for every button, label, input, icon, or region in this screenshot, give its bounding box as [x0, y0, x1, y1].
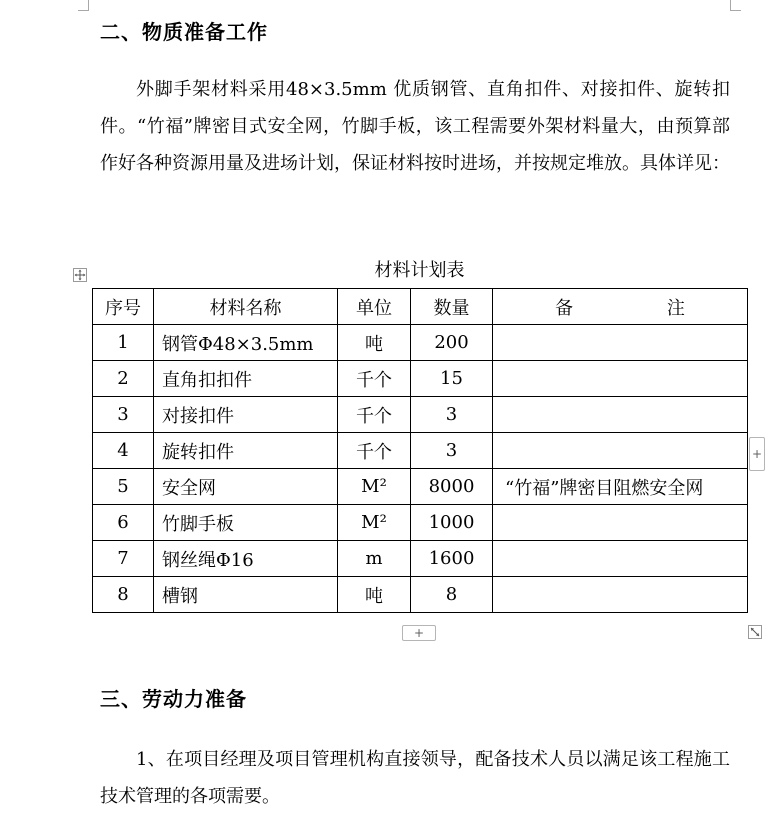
cell-note: [493, 397, 748, 433]
table-row: [93, 577, 748, 613]
table-caption: 材料计划表: [374, 260, 465, 281]
cell-quantity: 3: [411, 433, 493, 469]
page-corner-mark-right: [730, 0, 741, 11]
table-row: [93, 397, 748, 433]
cell-quantity: 3: [411, 397, 493, 433]
cell-index: 2: [93, 361, 154, 397]
table-row: [93, 361, 748, 397]
header-quantity: 数量: [411, 289, 493, 325]
cell-unit: 吨: [338, 577, 411, 613]
table-header-row: [93, 289, 748, 325]
move-cross-icon: [74, 269, 86, 281]
cell-note: “竹福”牌密目阻燃安全网: [493, 469, 748, 505]
cell-material-name: 对接扣件: [154, 397, 338, 433]
table-row: [93, 505, 748, 541]
cell-index: 1: [93, 325, 154, 361]
section-heading-materials: 二、物质准备工作: [100, 20, 268, 44]
diagonal-resize-icon: [749, 626, 761, 638]
table-resize-handle[interactable]: [748, 625, 762, 639]
cell-unit: 千个: [338, 433, 411, 469]
cell-unit: M²: [338, 469, 411, 505]
cell-index: 5: [93, 469, 154, 505]
cell-quantity: 1000: [411, 505, 493, 541]
cell-material-name: 钢丝绳Φ16: [154, 541, 338, 577]
cell-unit: 千个: [338, 397, 411, 433]
cell-quantity: 8000: [411, 469, 493, 505]
cell-material-name: 竹脚手板: [154, 505, 338, 541]
cell-material-name: 槽钢: [154, 577, 338, 613]
cell-note: [493, 433, 748, 469]
cell-note: [493, 505, 748, 541]
add-row-button[interactable]: +: [402, 625, 436, 641]
section-heading-labor: 三、劳动力准备: [100, 687, 247, 711]
table-row: [93, 325, 748, 361]
table-row: [93, 541, 748, 577]
materials-paragraph: 外脚手架材料采用48×3.5mm 优质钢管、直角扣件、对接扣件、旋转扣件。“竹福”牌密目式安全网，竹脚手板，该工程需要外架材料量大，由预算部作好各种资源用量及进场计划，保证材料按时进场，并按规定堆放。具体详见：: [100, 79, 730, 174]
cell-unit: m: [338, 541, 411, 577]
header-note: 备 注: [493, 289, 748, 325]
page-corner-mark-left: [78, 0, 89, 11]
cell-note: [493, 577, 748, 613]
table-move-handle[interactable]: [73, 268, 87, 282]
cell-note: [493, 361, 748, 397]
header-material-name: 材料名称: [154, 289, 338, 325]
cell-unit: 吨: [338, 325, 411, 361]
cell-quantity: 1600: [411, 541, 493, 577]
cell-index: 3: [93, 397, 154, 433]
cell-material-name: 直角扣扣件: [154, 361, 338, 397]
labor-paragraph: 1、在项目经理及项目管理机构直接领导，配备技术人员以满足该工程施工技术管理的各项需要。: [100, 749, 730, 807]
table-row: [93, 433, 748, 469]
table-row: [93, 469, 748, 505]
cell-quantity: 8: [411, 577, 493, 613]
header-index: 序号: [93, 289, 154, 325]
add-column-button[interactable]: +: [749, 437, 765, 471]
cell-index: 6: [93, 505, 154, 541]
cell-unit: 千个: [338, 361, 411, 397]
cell-quantity: 15: [411, 361, 493, 397]
cell-material-name: 旋转扣件: [154, 433, 338, 469]
cell-note: [493, 325, 748, 361]
cell-unit: M²: [338, 505, 411, 541]
cell-note: [493, 541, 748, 577]
cell-index: 8: [93, 577, 154, 613]
cell-index: 7: [93, 541, 154, 577]
cell-index: 4: [93, 433, 154, 469]
header-unit: 单位: [338, 289, 411, 325]
cell-quantity: 200: [411, 325, 493, 361]
cell-material-name: 钢管Φ48×3.5mm: [154, 325, 338, 361]
cell-material-name: 安全网: [154, 469, 338, 505]
material-plan-table: [92, 288, 748, 613]
